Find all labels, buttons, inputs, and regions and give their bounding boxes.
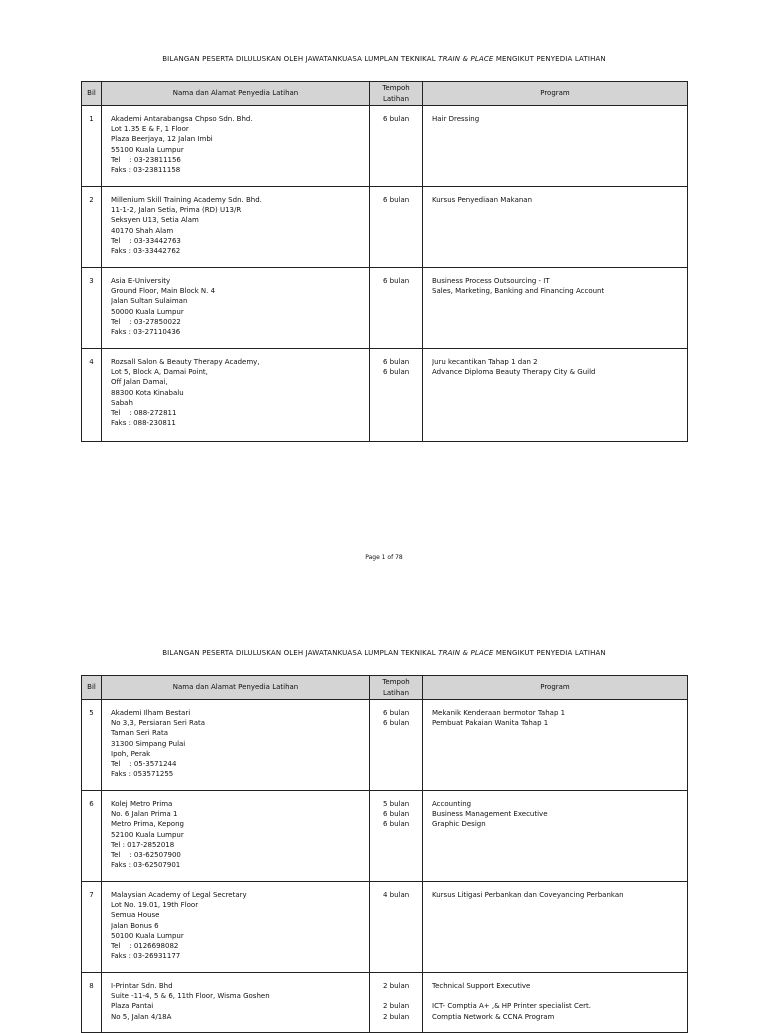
training-duration-line: 6 bulan: [383, 196, 410, 204]
provider-address-line: 88300 Kota Kinabalu: [111, 388, 184, 397]
program-name-line: Technical Support Executive: [432, 982, 531, 990]
provider-address-line: Off Jalan Damai,: [111, 378, 168, 387]
training-duration: [370, 106, 423, 187]
provider-address-line: Faks : 03-62507901: [111, 861, 181, 870]
provider-address-line: Akademi Ilham Bestari: [111, 709, 191, 717]
page-2: [0, 600, 768, 1024]
training-provider-table: [81, 675, 688, 1033]
provider-address-line: Faks : 03-23811158: [111, 166, 181, 175]
program-name: [423, 791, 688, 882]
provider-address-line: Asia E-University: [111, 277, 171, 285]
provider-address-line: Lot 1.35 E & F, 1 Floor: [111, 125, 189, 134]
training-duration-line: 5 bulan: [383, 800, 410, 808]
table-row: [82, 187, 688, 268]
program-name-line: Juru kecantikan Tahap 1 dan 2: [432, 358, 538, 366]
provider-address-line: Tel : 05-3571244: [111, 760, 177, 769]
row-number: 5: [82, 700, 102, 791]
provider-address: [102, 106, 370, 187]
provider-address-line: Suite -11-4, 5 & 6, 11th Floor, Wisma Goshen: [111, 992, 270, 1001]
training-duration: [370, 700, 423, 791]
provider-address-line: Tel : 088-272811: [111, 409, 177, 418]
provider-address-line: 11-1-2, Jalan Setia, Prima (RD) U13/R: [111, 206, 242, 215]
provider-address-line: 52100 Kuala Lumpur: [111, 830, 184, 839]
provider-address-line: Semua House: [111, 911, 160, 920]
provider-address-line: Millenium Skill Training Academy Sdn. Bhd.: [111, 196, 262, 204]
training-duration-line: 2 bulan: [383, 1012, 410, 1021]
training-duration-line: [383, 991, 422, 1001]
provider-address-line: Faks : 03-27110436: [111, 328, 181, 337]
header-bil: Bil: [82, 82, 102, 106]
provider-address: [102, 349, 370, 442]
provider-address: [102, 187, 370, 268]
program-name-line: Hair Dressing: [432, 115, 480, 123]
training-duration-line: 2 bulan: [383, 982, 410, 990]
provider-address-line: Tel : 03-62507900: [111, 851, 181, 860]
provider-address-line: Ground Floor, Main Block N. 4: [111, 287, 216, 296]
header-nama: Nama dan Alamat Penyedia Latihan: [102, 82, 370, 106]
row-number: 3: [82, 268, 102, 349]
table-row: [82, 700, 688, 791]
row-number: 4: [82, 349, 102, 442]
provider-address-line: No. 6 Jalan Prima 1: [111, 810, 178, 819]
provider-address-line: Tel : 017-2852018: [111, 840, 175, 849]
provider-address-line: 55100 Kuala Lumpur: [111, 145, 184, 154]
provider-address-line: Tel : 0126698082: [111, 942, 179, 951]
program-name-line: [432, 991, 687, 1001]
training-duration-line: 6 bulan: [383, 820, 410, 829]
row-number: 1: [82, 106, 102, 187]
header-program: Program: [423, 82, 688, 106]
provider-address-line: 40170 Shah Alam: [111, 226, 174, 235]
program-name-line: Advance Diploma Beauty Therapy City & Guild: [432, 368, 596, 377]
program-name: [423, 268, 688, 349]
program-name-line: Graphic Design: [432, 820, 486, 829]
program-name-line: Business Process Outsourcing - IT: [432, 277, 550, 285]
provider-address-line: Rozsall Salon & Beauty Therapy Academy,: [111, 358, 260, 366]
provider-address-line: Lot No. 19.01, 19th Floor: [111, 901, 199, 910]
program-name-line: Sales, Marketing, Banking and Financing Account: [432, 287, 605, 296]
provider-address-line: Faks : 088-230811: [111, 419, 176, 428]
training-duration-line: 2 bulan: [383, 1002, 410, 1011]
training-duration-line: 6 bulan: [383, 810, 410, 819]
program-name: [423, 106, 688, 187]
program-name-line: Pembuat Pakaian Wanita Tahap 1: [432, 719, 549, 728]
provider-address-line: Jalan Sultan Sulaiman: [111, 297, 188, 306]
training-duration-line: 6 bulan: [383, 709, 410, 717]
document-title: BILANGAN PESERTA DILULUSKAN OLEH JAWATANKUASA LUMPLAN TEKNIKAL TRAIN & PLACE MENGIKUT PENYEDIA LATIHAN: [162, 55, 606, 63]
provider-address-line: I-Printar Sdn. Bhd: [111, 982, 173, 990]
provider-address-line: Kolej Metro Prima: [111, 800, 173, 808]
training-duration: [370, 882, 423, 973]
provider-address-line: Tel : 03-27850022: [111, 317, 181, 326]
provider-address-line: Plaza Pantai: [111, 1002, 154, 1011]
header-nama: Nama dan Alamat Penyedia Latihan: [102, 676, 370, 700]
training-duration-line: 4 bulan: [383, 891, 410, 899]
provider-address-line: Jalan Bonus 6: [111, 921, 159, 930]
training-duration-line: 6 bulan: [383, 368, 410, 377]
provider-address-line: Sabah: [111, 398, 133, 407]
row-number: 8: [82, 973, 102, 1033]
provider-address-line: No 5, Jalan 4/18A: [111, 1012, 172, 1021]
header-bil: Bil: [82, 676, 102, 700]
provider-address-line: No 3,3, Persiaran Seri Rata: [111, 719, 206, 728]
row-number: 6: [82, 791, 102, 882]
provider-address-line: Faks : 03-33442762: [111, 247, 181, 256]
provider-address-line: Plaza Beerjaya, 12 Jalan Imbi: [111, 135, 213, 144]
table-row: [82, 349, 688, 442]
training-duration-line: 6 bulan: [383, 358, 410, 366]
provider-address: [102, 268, 370, 349]
training-provider-table: [81, 81, 688, 442]
provider-address: [102, 700, 370, 791]
provider-address-line: Tel : 03-33442763: [111, 236, 181, 245]
provider-address-line: 50100 Kuala Lumpur: [111, 931, 184, 940]
program-name: [423, 882, 688, 973]
table-row: [82, 106, 688, 187]
program-name-line: Comptia Network & CCNA Program: [432, 1012, 555, 1021]
training-duration-line: 6 bulan: [383, 277, 410, 285]
provider-address-line: 31300 Simpang Pulai: [111, 739, 186, 748]
table-row: [82, 268, 688, 349]
training-duration: [370, 791, 423, 882]
program-name: [423, 349, 688, 442]
table-row: [82, 791, 688, 882]
header-tempoh: Tempoh Latihan: [370, 82, 423, 106]
provider-address-line: Metro Prima, Kepong: [111, 820, 184, 829]
provider-address-line: Faks : 053571255: [111, 770, 174, 779]
training-duration: [370, 349, 423, 442]
program-name-line: ICT- Comptia A+ ,& HP Printer specialist Cert.: [432, 1002, 592, 1011]
row-number: 7: [82, 882, 102, 973]
document-title: BILANGAN PESERTA DILULUSKAN OLEH JAWATANKUASA LUMPLAN TEKNIKAL TRAIN & PLACE MENGIKUT PENYEDIA LATIHAN: [162, 649, 606, 657]
training-duration-line: 6 bulan: [383, 115, 410, 123]
provider-address-line: Tel : 03-23811156: [111, 155, 181, 164]
table-row: [82, 882, 688, 973]
provider-address-line: 50000 Kuala Lumpur: [111, 307, 184, 316]
provider-address-line: Faks : 03-26931177: [111, 952, 181, 961]
program-name: [423, 700, 688, 791]
provider-address-line: Taman Seri Rata: [111, 729, 169, 738]
page-footer: Page 1 of 78: [365, 554, 403, 561]
provider-address-line: Malaysian Academy of Legal Secretary: [111, 891, 247, 899]
provider-address: [102, 791, 370, 882]
provider-address-line: Ipoh, Perak: [111, 749, 151, 758]
header-tempoh: Tempoh Latihan: [370, 676, 423, 700]
provider-address-line: Seksyen U13, Setia Alam: [111, 216, 199, 225]
training-duration: [370, 268, 423, 349]
provider-address-line: Akademi Antarabangsa Chpso Sdn. Bhd.: [111, 115, 253, 123]
header-program: Program: [423, 676, 688, 700]
program-name: [423, 187, 688, 268]
program-name-line: Kursus Litigasi Perbankan dan Coveyancing Perbankan: [432, 891, 624, 899]
program-name-line: Kursus Penyediaan Makanan: [432, 196, 533, 204]
provider-address: [102, 882, 370, 973]
program-name-line: Business Management Executive: [432, 810, 548, 819]
training-duration-line: 6 bulan: [383, 719, 410, 728]
training-duration: [370, 187, 423, 268]
provider-address-line: Lot 5, Block A, Damai Point,: [111, 368, 208, 377]
row-number: 2: [82, 187, 102, 268]
program-name-line: Mekanik Kenderaan bermotor Tahap 1: [432, 709, 566, 717]
program-name-line: Accounting: [432, 800, 472, 808]
